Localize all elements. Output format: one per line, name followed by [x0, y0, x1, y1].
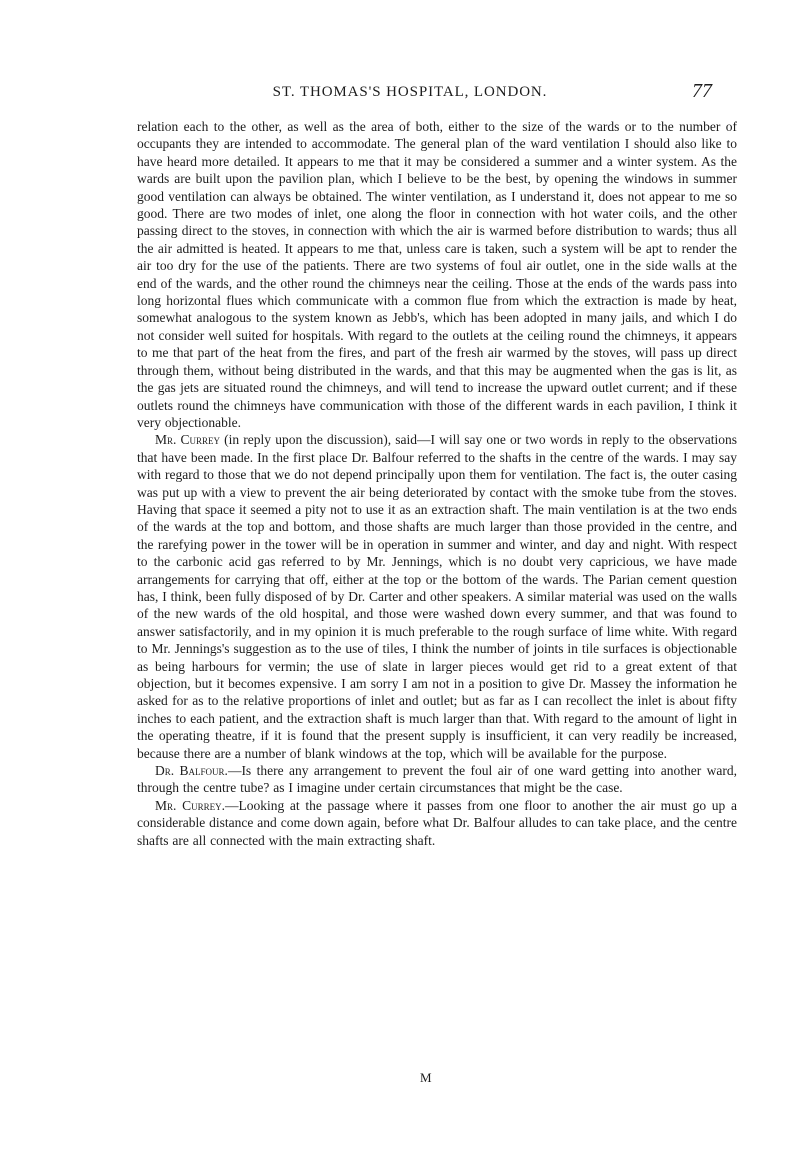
signature-mark: M — [420, 1070, 432, 1085]
paragraph-text: (in reply upon the discussion), said—I will say one or two words in reply to the observations that have been made. In the first place Dr. Balfour referred to the shafts in the centre of the wards. I may say with regard to those that we do not depend principally upon them for ventilation. The fact is, the outer casing was put up with a view to prevent the air being deteriorated by contact with the smoke tube from the stoves. Having that space it seemed a pity not to use it as an extraction shaft. The main ventilation is at the two ends of the wards at the top and bottom, and those shafts are much larger than those provided in the centre, and the rarefying power in the tower will be in operation in summer and winter, and day and night. With respect to the carbonic acid gas referred to by Mr. Jennings, which is no doubt very capricious, we have made arrangements for carrying that off, either at the top or the bottom of the wards. The Parian cement question has, I think, been fully disposed of by Dr. Carter and other speakers. A similar material was used on the walls of the new wards of the old hospital, and those were washed down every summer, and that was found to answer satisfactorily, and in my opinion it is much preferable to the rough surface of lime white. With regard to Mr. Jennings's suggestion as to the use of tiles, I think the number of joints in tile surfaces is objectionable as being harbours for vermin; the use of slate in larger pieces would get rid to a great extent of that objection, but it becomes expensive. I am sorry I am not in a position to give Dr. Massey the information he asked for as to the relative proportions of inlet and outlet; but as far as I can recollect the inlet is about fifty inches to each patient, and the extraction shaft is much larger than that. With regard to the amount of light in the operating theatre, if it is found that the present supply is insufficient, it can very readily be increased, because there are a number of blank windows at the top, which will be available for the purpose. — [137, 432, 737, 761]
paragraph-4 — [137, 797, 737, 849]
paragraph-text: —Looking at the passage where it passes from one floor to another the air must go up a considerable distance and come down again, before what Dr. Balfour alludes to can take place, and the centre shafts are all connected with the main extracting shaft. — [137, 797, 737, 848]
paragraph-1 — [137, 118, 737, 431]
running-head — [110, 80, 710, 106]
body-text — [137, 118, 737, 849]
paragraph-text: relation each to the other, as well as the area of both, either to the size of the wards or to the number of occupants they are intended to accommodate. The general plan of the ward ventilation I should also like to have heard more detailed. It appears to me that it may be considered a summer and a winter system. As the wards are built upon the pavilion plan, which I believe to be the best, by opening the windows in summer good ventilation can always be obtained. The winter ventilation, as I understand it, does not appear to me so good. There are two modes of inlet, one along the floor in connection with hot water coils, and the other passing direct to the stoves, in connection with which the air is warmed before distribution to wards; thus all the air admitted is heated. It appears to me that, unless care is taken, such a system will be apt to render the air too dry for the use of the patients. There are two systems of foul air outlet, one in the side walls at the end of the wards, and the other round the chimneys near the ceiling. Those at the ends of the wards pass into long horizontal flues which communicate with a common flue from which the extraction is made by heat, somewhat analogous to the system known as Jebb's, which has been adopted in many jails, and which I do not consider well suited for hospitals. With regard to the outlets at the ceiling round the chimneys, it appears to me that part of the heat from the fires, and part of the fresh air warmed by the stoves, will pass up direct through them, without being distributed in the wards, and that this may be augmented when the gas is lit, as the gas jets are situated round the chimneys, and will tend to increase the upward outlet current; and if these outlets round the chimneys have communication with those of the different wards in each pavilion, I think it very objectionable. — [137, 119, 737, 430]
paragraph-2 — [137, 431, 737, 762]
paragraph-text: —Is there any arrangement to prevent the foul air of one ward getting into another ward, through the centre tube? as I imagine under certain circumstances that might be the case. — [137, 763, 737, 796]
paragraph-3 — [137, 762, 737, 797]
speaker-name: Dr. Balfour. — [155, 763, 228, 779]
speaker-name: Mr. Currey. — [155, 797, 225, 813]
page-number: 77 — [692, 80, 712, 102]
speaker-name: Mr. Currey — [155, 432, 221, 448]
running-head-title: ST. THOMAS'S HOSPITAL, LONDON. — [272, 84, 548, 100]
